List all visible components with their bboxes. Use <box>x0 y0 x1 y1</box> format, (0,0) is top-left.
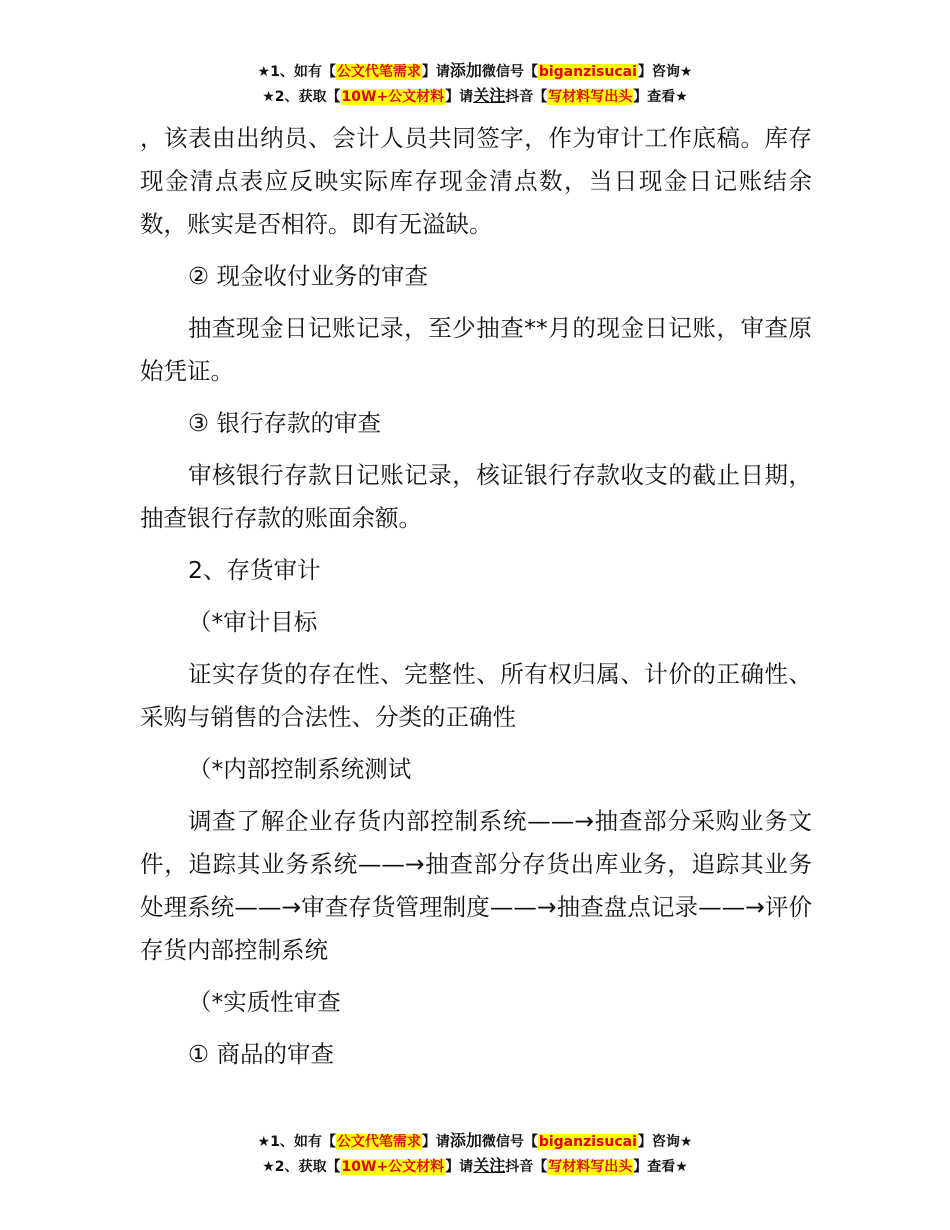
banner-line-1 <box>0 59 950 84</box>
banner-text: 抖音【 <box>505 89 548 105</box>
highlight-douyin: 写材料写出头 <box>548 89 633 105</box>
subheading: ① 商品的审查 <box>188 1040 335 1068</box>
header-banner <box>0 59 950 109</box>
banner-line-1 <box>0 1129 950 1154</box>
subheading: （*审计目标 <box>188 608 318 636</box>
paragraph: 调查了解企业存货内部控制系统——→抽查部分采购业务文件，追踪其业务系统——→抽查部分存货出库业务，追踪其业务处理系统——→审查存货管理制度——→抽查盘点记录——→评价存货内部控制系统 <box>140 807 812 964</box>
highlight-materials: 10W+公文材料 <box>341 1159 445 1175</box>
banner-line-2 <box>0 84 950 109</box>
highlight-service: 公文代笔需求 <box>336 1134 421 1150</box>
highlight-service: 公文代笔需求 <box>336 64 421 80</box>
banner-text: 】咨询★ <box>637 64 693 80</box>
banner-text: ★1、如有【 <box>257 64 336 80</box>
subheading: ③ 银行存款的审查 <box>188 409 382 437</box>
paragraph: 抽查现金日记账记录，至少抽查**月的现金日记账，审查原始凭证。 <box>140 314 812 385</box>
banner-text: 抖音【 <box>505 1159 548 1175</box>
banner-text: 】请 <box>421 1134 450 1150</box>
banner-text: 】查看★ <box>633 1159 688 1175</box>
highlight-wechat-id: biganzisucai <box>538 1134 637 1150</box>
banner-emphasis: 关注 <box>473 1156 506 1175</box>
banner-text: 】查看★ <box>633 89 688 105</box>
subheading: （*内部控制系统测试 <box>188 755 412 783</box>
banner-emphasis: 关注 <box>473 86 506 105</box>
banner-text: 】请 <box>445 89 474 105</box>
banner-text: ★2、获取【 <box>262 89 341 105</box>
footer-banner <box>0 1129 950 1179</box>
highlight-douyin: 写材料写出头 <box>548 1159 633 1175</box>
banner-text: 微信号【 <box>481 1134 538 1150</box>
banner-text: 】请 <box>445 1159 474 1175</box>
banner-emphasis: 添加 <box>449 61 482 80</box>
banner-text: ★2、获取【 <box>262 1159 341 1175</box>
subheading: （*实质性审查 <box>188 988 341 1016</box>
highlight-wechat-id: biganzisucai <box>538 64 637 80</box>
paragraph: ，该表由出纳员、会计人员共同签字，作为审计工作底稿。库存现金清点表应反映实际库存现金清点数，当日现金日记账结余数，账实是否相符。即有无溢缺。 <box>140 124 812 238</box>
banner-text: 】咨询★ <box>637 1134 693 1150</box>
banner-text: ★1、如有【 <box>257 1134 336 1150</box>
subheading: ② 现金收付业务的审查 <box>188 262 429 290</box>
banner-text: 微信号【 <box>481 64 538 80</box>
section-heading: 2、存货审计 <box>188 556 321 584</box>
banner-line-2 <box>0 1154 950 1179</box>
banner-text: 】请 <box>421 64 450 80</box>
banner-emphasis: 添加 <box>449 1131 482 1150</box>
highlight-materials: 10W+公文材料 <box>341 89 445 105</box>
paragraph: 审核银行存款日记账记录，核证银行存款收支的截止日期，抽查银行存款的账面余额。 <box>140 461 812 532</box>
document-body <box>140 117 812 1085</box>
paragraph: 证实存货的存在性、完整性、所有权归属、计价的正确性、采购与销售的合法性、分类的正确性 <box>140 660 812 731</box>
